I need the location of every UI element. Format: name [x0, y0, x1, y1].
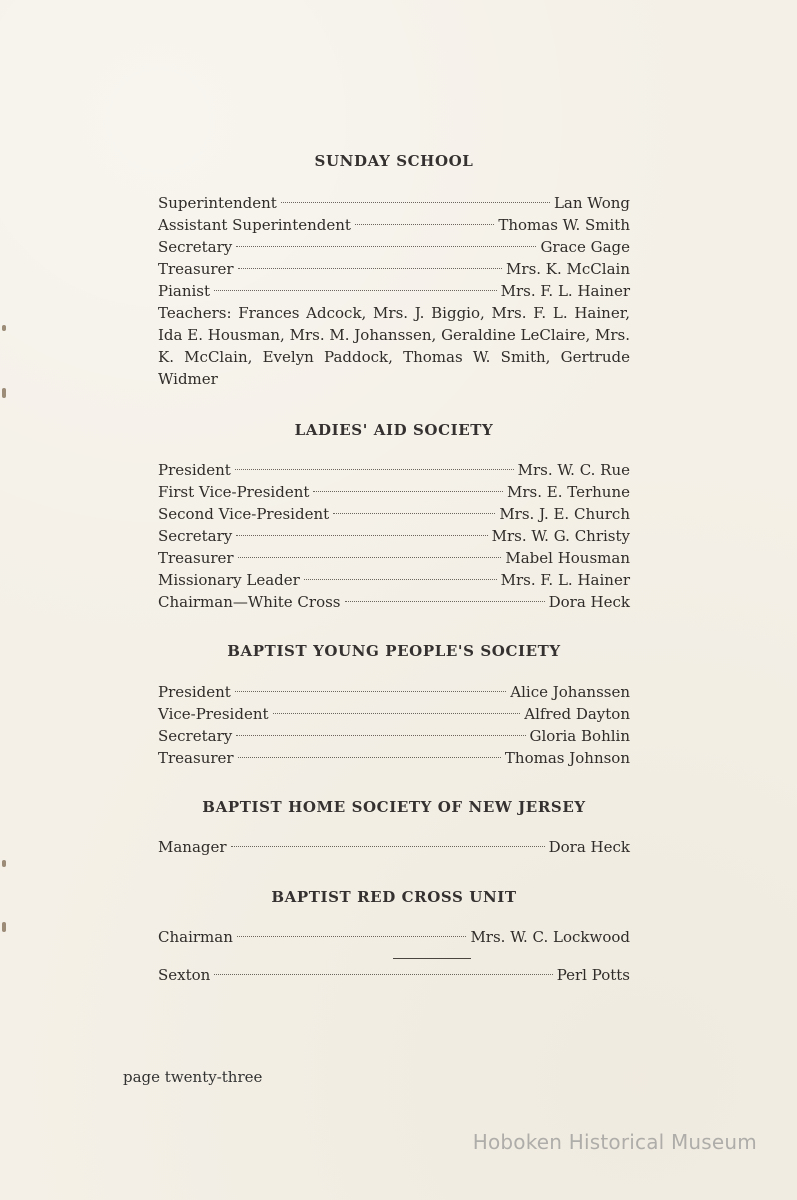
officer-role: Missionary Leader [158, 571, 300, 589]
officer-name: Mrs. K. McClain [506, 260, 630, 278]
dot-leader [236, 246, 536, 247]
dot-leader [238, 268, 502, 269]
officer-name: Grace Gage [540, 238, 630, 256]
officer-row [158, 926, 630, 948]
officer-name: Dora Heck [548, 593, 630, 611]
officer-row [158, 725, 630, 747]
dot-leader [237, 936, 467, 937]
dot-leader [355, 224, 494, 225]
officer-name: Thomas W. Smith [498, 216, 630, 234]
officer-row [158, 192, 630, 214]
officer-name: Gloria Bohlin [529, 727, 630, 745]
dot-leader [273, 713, 521, 714]
officer-name: Dora Heck [548, 838, 630, 856]
officer-role: Treasurer [158, 749, 234, 767]
officer-row [158, 525, 630, 547]
section-heading: BAPTIST YOUNG PEOPLE'S SOCIETY [227, 642, 561, 660]
officer-row [158, 214, 630, 236]
officer-role: Secretary [158, 527, 233, 545]
officer-role: Manager [158, 838, 227, 856]
section-red-cross [158, 886, 630, 948]
main-content [158, 150, 630, 986]
officer-row [158, 236, 630, 258]
officer-name: Lan Wong [553, 194, 630, 212]
officer-role: President [158, 683, 231, 701]
officer-role: Second Vice-President [158, 505, 330, 523]
dot-leader [238, 557, 502, 558]
officer-name: Mrs. W. G. Christy [491, 527, 630, 545]
officer-name: Mabel Housman [505, 549, 630, 567]
dot-leader [345, 601, 545, 602]
dot-leader [231, 846, 545, 847]
officer-name: Alfred Dayton [524, 705, 630, 723]
dot-leader [281, 202, 550, 203]
officer-role: President [158, 461, 231, 479]
teachers-list: Teachers: Frances Adcock, Mrs. J. Biggio, Mrs. F. L. Hainer, Ida E. Housman, Mrs. M. Johanssen, Geraldine LeClaire, Mrs. K. McClain, Evelyn Paddock, Thomas W. Smith, Gertrude Widmer [158, 304, 630, 388]
dot-leader [313, 491, 503, 492]
officer-row [158, 836, 630, 858]
officer-row [158, 547, 630, 569]
officer-role: Assistant Superintendent [158, 216, 351, 234]
officer-row [158, 503, 630, 525]
officer-name: Mrs. E. Terhune [507, 483, 630, 501]
section-heading: SUNDAY SCHOOL [314, 152, 474, 170]
officer-role: Superintendent [158, 194, 277, 212]
officer-name: Mrs. F. L. Hainer [500, 571, 630, 589]
officer-role: Secretary [158, 727, 233, 745]
officer-name: Thomas Johnson [504, 749, 630, 767]
section-ladies-aid [158, 419, 630, 613]
officer-role: Treasurer [158, 549, 234, 567]
dot-leader [236, 735, 525, 736]
officer-name: Perl Potts [556, 966, 630, 984]
section-heading: BAPTIST HOME SOCIETY OF NEW JERSEY [202, 798, 586, 816]
section-home-society [158, 796, 630, 858]
section-sunday-school [158, 150, 630, 390]
dot-leader [333, 513, 495, 514]
dot-leader [214, 974, 552, 975]
officer-row [158, 747, 630, 769]
edge-blemish [2, 388, 6, 398]
officer-role: Treasurer [158, 260, 234, 278]
edge-blemish [2, 922, 6, 932]
officer-row [158, 681, 630, 703]
dot-leader [236, 535, 487, 536]
section-heading: LADIES' AID SOCIETY [294, 421, 494, 439]
dot-leader [214, 290, 497, 291]
dot-leader [304, 579, 497, 580]
museum-watermark: Hoboken Historical Museum [472, 1130, 757, 1154]
dot-leader [235, 469, 514, 470]
officer-role: First Vice-President [158, 483, 310, 501]
dot-leader [238, 757, 501, 758]
officer-role: Chairman—White Cross [158, 593, 341, 611]
officer-name: Mrs. F. L. Hainer [500, 282, 630, 300]
section-heading: BAPTIST RED CROSS UNIT [271, 888, 517, 906]
officer-role: Pianist [158, 282, 211, 300]
officer-role: Vice-President [158, 705, 269, 723]
officer-row [158, 459, 630, 481]
officer-name: Alice Johanssen [510, 683, 630, 701]
officer-row [158, 703, 630, 725]
edge-blemish [2, 325, 6, 331]
officer-row [158, 591, 630, 613]
officer-row [158, 258, 630, 280]
officer-role: Chairman [158, 928, 233, 946]
officer-name: Mrs. J. E. Church [499, 505, 630, 523]
officer-row [158, 280, 630, 302]
officer-row [158, 569, 630, 591]
section-young-peoples-society [158, 640, 630, 769]
edge-blemish [2, 860, 6, 867]
sexton-row [158, 964, 630, 986]
officer-name: Mrs. W. C. Rue [517, 461, 630, 479]
officer-name: Mrs. W. C. Lockwood [470, 928, 630, 946]
dot-leader [235, 691, 506, 692]
officer-role: Secretary [158, 238, 233, 256]
officer-row [158, 481, 630, 503]
page-number: page twenty-three [123, 1068, 263, 1086]
separator-rule [393, 958, 471, 959]
officer-role: Sexton [158, 966, 211, 984]
